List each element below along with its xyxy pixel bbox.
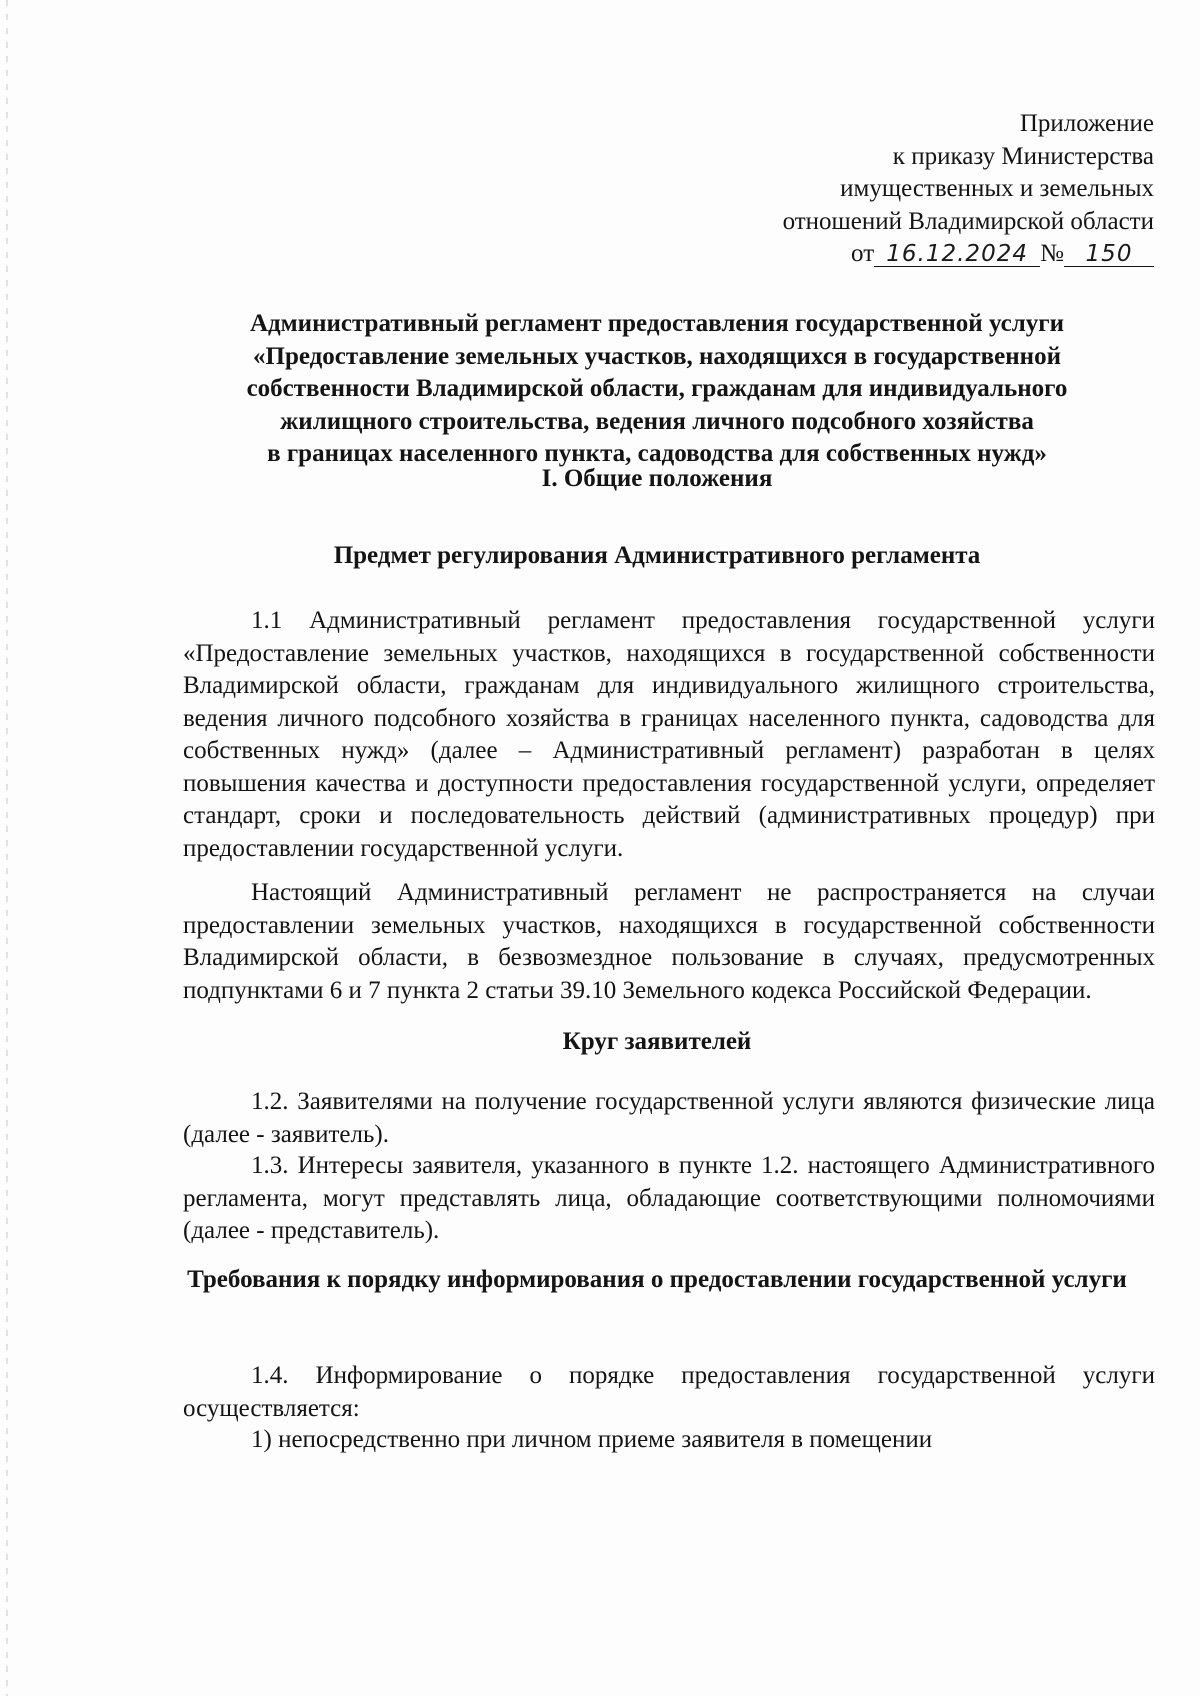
subheading-informing: Требования к порядку информирования о предоставлении государственной услуги [187, 1266, 1127, 1293]
title-line: Административный регламент предоставления государственной услуги [249, 310, 1065, 337]
section-heading-general: I. Общие положения [541, 465, 773, 492]
paragraph-text: 1.1 Административный регламент предоставления государственной услуги «Предоставление земельных участков, находящихся в государственной собственности Владимирской области, гражданам для индивидуального жилищного строительства, ведения личного подсобного хозяйства в границах населенного пункта, садоводства для собственных нужд» (далее – Административный регламент) разработан в целях повышения качества и доступности предоставления государственной услуги, определяет стандарт, сроки и последовательность действий (административных процедур) при предоставлении государственной услуги. [183, 607, 1155, 862]
title-line: в границах населенного пункта, садоводства для собственных нужд» [267, 440, 1047, 467]
scan-edge-artifact [6, 0, 8, 1696]
paragraph-1-4-item-1 [183, 1424, 1155, 1457]
order-date-number-line [783, 238, 1154, 271]
handwritten-order-number: 150 [1064, 242, 1154, 267]
appendix-ministry-region: отношений Владимирской области [782, 207, 1154, 235]
date-prefix: от [851, 240, 875, 267]
paragraph-text: 1.3. Интересы заявителя, указанного в пункте 1.2. настоящего Административного регламента, могут представлять лица, обладающие соответствующими полномочиями (далее - представитель). [183, 1152, 1155, 1244]
title-line: собственности Владимирской области, гражданам для индивидуального [246, 375, 1068, 402]
number-prefix: № [1040, 240, 1064, 267]
title-line: жилищного строительства, ведения личного подсобного хозяйства [280, 407, 1034, 435]
title-line: «Предоставление земельных участков, находящихся в государственной [253, 342, 1061, 370]
paragraph-1-1 [183, 605, 1155, 865]
appendix-order-ref: к приказу Министерства [892, 142, 1154, 170]
regulation-title [160, 308, 1154, 471]
paragraph-1-3 [183, 1150, 1155, 1248]
paragraph-1-4 [183, 1360, 1155, 1425]
paragraph-scope-exclusion [183, 877, 1155, 1007]
paragraph-text: Настоящий Административный регламент не распространяется на случаи предоставлении земельных участков, находящихся в государственной собственности Владимирской области, в безвозмездное пользование в случаях, предусмотренных подпунктами 6 и 7 пункта 2 статьи 39.10 Земельного кодекса Российской Федерации. [183, 879, 1155, 1004]
paragraph-text: 1.4. Информирование о порядке предоставления государственной услуги осуществляется: [183, 1362, 1155, 1422]
paragraph-text: 1.2. Заявителями на получение государственной услуги являются физические лица (далее - заявитель). [183, 1088, 1155, 1148]
paragraph-text: 1) непосредственно при личном приеме заявителя в помещении [251, 1426, 933, 1453]
appendix-label: Приложение [1019, 110, 1154, 137]
appendix-ministry-line: имущественных и земельных [840, 175, 1154, 202]
handwritten-date: 16.12.2024 [874, 242, 1040, 267]
paragraph-1-2 [183, 1086, 1155, 1151]
appendix-header [783, 108, 1154, 271]
subheading-subject: Предмет регулирования Административного регламента [333, 542, 981, 569]
subheading-applicants: Круг заявителей [562, 1028, 752, 1055]
